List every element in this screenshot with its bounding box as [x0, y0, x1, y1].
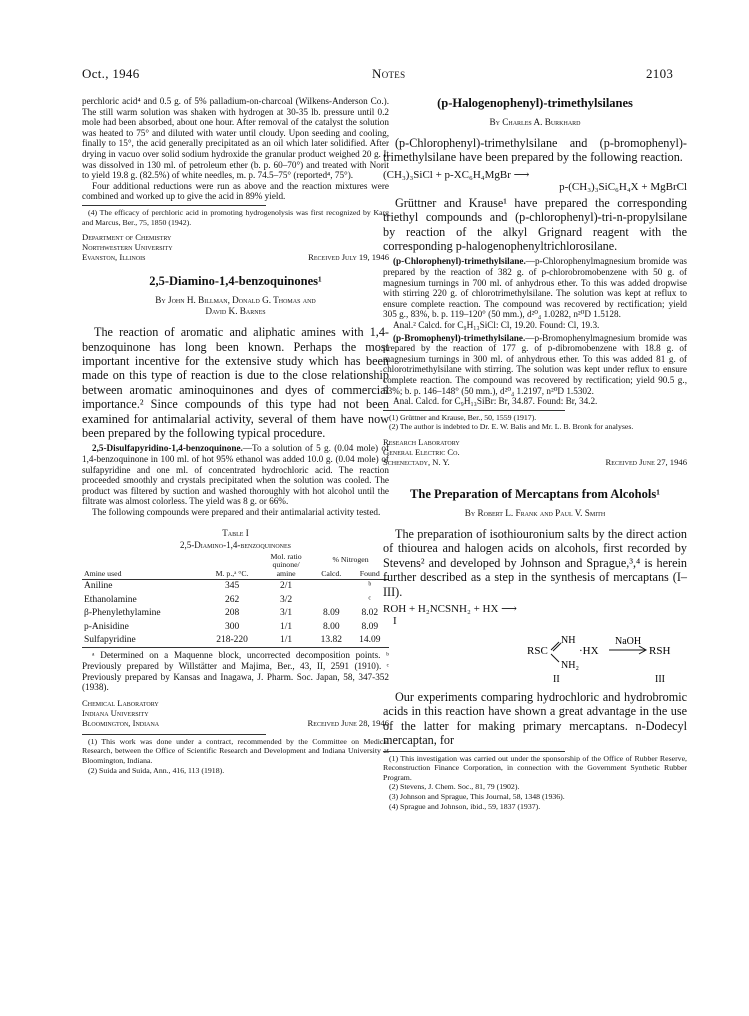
footnotes: (1) This work was done under a contract, recommended by the Committee on Medical Research, between the Office of Scientific Research and Development and Indiana University at Bloomington, Indiana. (2) Suida and Suida, Ann., 416, 113 (1918). — [82, 736, 389, 775]
article-title-silanes: (p-Halogenophenyl)-trimethylsilanes — [437, 96, 633, 110]
isothiouronium-scheme — [383, 630, 687, 686]
footnote-4: (4) The efficacy of perchloric acid in promoting hydrogenolysis was first recognized by Karg and Marcus, Ber., 75, 1850 (1942). — [82, 207, 389, 227]
procedure-paragraph: 2,5-Disulfapyridino-1,4-benzoquinone.—To a solution of 5 g. (0.04 mole) of 1,4-benzoquinone in 100 ml. of hot 95% ethanol was added 10.0 g. (0.04 mole) of sulfapyridine and one ml. of concentrated hydrochloric acid. The reaction proceeded smoothly and crystals precipitated when the solution was cooled. The product was filtered by suction and washed thoroughly with hot alcohol until the filtrate was almost colorless. The yield was 8 g. or 66%. — [82, 443, 389, 507]
table-row: β-Phenylethylamine 208 3/1 8.09 8.02 — [84, 608, 379, 619]
table-row: Sulfapyridine 218-220 1/1 13.82 14.09 — [82, 634, 389, 648]
received-date: Received July 19, 1946 — [308, 252, 389, 263]
page-number: 2103 — [646, 66, 674, 81]
procedure-paragraph-2: The following compounds were prepared and their antimalarial activity tested. — [92, 506, 381, 517]
article-title-benzoquinones: 2,5-Diamino-1,4-benzoquinones¹ — [149, 274, 322, 289]
footnotes-mercaptans: (1) This investigation was carried out under the sponsorship of the Office of Rubber Reserve, Reconstruction Finance Corporation, in connection with the Government Synthetic Rubber Program. (2) Stevens, J. Chem. Soc., 81, 79 (1902). (3) Johnson and Sprague, This Journal, 58, 1348 (1936). (4) Sprague and Johnson, ibid., 59, 1837 (1937). — [383, 753, 687, 811]
article-authors: By Robert L. Frank and Paul V. Smith — [464, 507, 606, 518]
svg-text:RSC: RSC — [527, 644, 548, 657]
intro-paragraph: (p-Chlorophenyl)-trimethylsilane and (p-bromophenyl)-trimethylsilane have been prepared by the following reaction. — [383, 136, 687, 165]
table-caption: 2,5-Diamino-1,4-benzoquinones — [180, 539, 291, 550]
affiliation-northwestern: Department of Chemistry Northwestern University Evanston, Illinois Received July 19, 1946 — [82, 232, 389, 263]
footnote-rule — [82, 205, 266, 206]
received-date: Received June 27, 1946 — [605, 456, 687, 467]
affiliation-indiana: Chemical Laboratory Indiana University Bloomington, Indiana Received June 28, 1946 — [82, 697, 389, 728]
svg-text:II: II — [553, 673, 560, 685]
svg-text:NH: NH — [561, 634, 576, 646]
svg-text:NaOH: NaOH — [615, 635, 642, 647]
paragraph-experiments: Our experiments comparing hydrochloric and hydrobromic acids in this reaction have shown a great advantage in the use of the latter for making primary mercaptans. n-Dodecyl mercaptan, for — [383, 689, 687, 748]
table-row: Aniline 345 2/1 ᵇ — [84, 581, 372, 592]
analysis-bromo: Anal. Calcd. for C₉H₁₃SiBr: Br, 34.87. Found: Br, 34.2. — [393, 396, 598, 407]
analysis-chloro: Anal.² Calcd. for C₉H₁₃SiCl: Cl, 19.20. Found: Cl, 19.3. — [393, 320, 600, 330]
intro-paragraph: The preparation of isothiouronium salts by the direct action of thiourea and halogen acids on alcohols, first recorded by Stevens² and developed by Johnson and Sprague,³,⁴ is herein further described as a step in the synthesis of mercaptans (I–III). — [383, 526, 687, 599]
running-title: Notes — [372, 66, 406, 81]
continuation-paragraph-2: Four additional reductions were run as above and the reaction mixtures were combined and worked up to give the acid in 89% yield. — [82, 180, 389, 202]
reaction-equation: (CH₃)₃SiCl + p-XC₆H₄MgBr ⟶ p-(CH₃)₃SiC₆H₄X + MgBrCl — [383, 168, 687, 193]
footnote-rule — [82, 734, 266, 735]
affiliation-ge: Research Laboratory General Electric Co. Schenectady, N. Y. Received June 27, 1946 — [383, 436, 687, 467]
table-label: Table I — [222, 527, 249, 538]
right-column — [383, 96, 687, 811]
svg-text:NH₂: NH₂ — [561, 659, 579, 671]
table-row: Ethanolamine 262 3/2 ᶜ — [84, 594, 371, 605]
svg-text:·HX: ·HX — [579, 644, 599, 657]
running-date: Oct., 1946 — [82, 66, 140, 81]
received-date: Received June 28, 1946 — [307, 717, 389, 728]
paragraph-gruttner: Grüttner and Krause¹ have prepared the corresponding triethyl compounds and (p-chlorophenyl)-tri-n-propylsilane by reaction of the alkyl Grignard reagent with the corresponding p-halogenophenyltrichlorosilane. — [383, 195, 687, 254]
experimental-chloro: (p-Chlorophenyl)-trimethylsilane.—p-Chlorophenylmagnesium bromide was prepared by the reaction of 382 g. of p-chlorobromobenzene with 50 g. of magnesium turnings in 700 ml. of anhydrous ether. To this was added dropwise with stirring 220 g. of chlorotrimethylsilane. The solution was kept at reflux to ensure complete reaction. The compound was recovered by rectification; yield 305 g., 83%, b. p. 119–120° (50 mm.), d²⁰₄ 1.0282, n²⁰D 1.5128. — [383, 256, 687, 320]
experimental-bromo: (p-Bromophenyl)-trimethylsilane.—p-Bromophenylmagnesium bromide was prepared by the reaction of 177 g. of p-dibromobenzene with 18.8 g. of magnesium turnings in 300 ml. of anhydrous ether. To this was added 81 g. of chlorotrimethylsilane with stirring. The solution was kept under reflux to ensure complete reaction. The compound was recovered by rectification; yield 90.5 g., 53%; b. p. 146–148° (50 mm.), d²⁰₄ 1.2197, n²⁰D 1.5302. — [383, 332, 687, 396]
intro-paragraph: The reaction of aromatic and aliphatic amines with 1,4-benzoquinone has long been known. Perhaps the most important incentive for the extensive study which has been made on this type of reaction is due to the close relationship between aromatic aminoquinones and dyes of commercial importance.² Since compounds of this type had not been examined for antimalarial activity, several of them have now been prepared by the following typical procedure. — [82, 325, 389, 440]
reaction-equation-2: ROH + H₂NCSNH₂ + HX ⟶ I — [383, 602, 517, 627]
table-row: p-Anisidine 300 1/1 8.00 8.09 — [84, 621, 379, 632]
article-author: By Charles A. Burkhard — [489, 117, 581, 127]
left-column — [82, 96, 389, 775]
article-authors: By John H. Billman, Donald G. Thomas and David K. Barnes — [155, 295, 316, 317]
footnote-rule — [383, 751, 565, 752]
svg-text:III: III — [655, 673, 665, 685]
table-notes: ᵃ Determined on a Maquenne block, uncorrected decomposition points. ᵇ Previously prepared by Willstätter and Majima, Ber., 43, II, 2591 (1910). ᶜ Previously prepared by Kansas and Inagawa, J. Pharm. Soc. Japan, 58, 347-352 (1938). — [82, 650, 389, 693]
footnotes-silanes: (1) Grüttner and Krause, Ber., 50, 1559 (1917). (2) The author is indebted to Dr. E. W. Balis and Mr. L. B. Bronk for analyses. — [389, 412, 634, 432]
article-title-mercaptans: The Preparation of Mercaptans from Alcohols¹ — [410, 486, 660, 501]
continuation-paragraph: perchloric acid⁴ and 0.5 g. of 5% palladium-on-charcoal (Wilkens-Anderson Co.). The still warm solution was shaken with hydrogen at 30-35 lb. pressure until 0.2 mole had been absorbed, about one hour. After removal of the catalyst the solution was heated to 75° and diluted with water until cloudy. Upon seeding and cooling, finally to 15°, the acid generally precipitated as an oil which later solidified. After drying in vacuo over solid sodium hydroxide the granular product weighed 20 g. It was dissolved in 130 ml. of petroleum ether (b. p. 60–70°) and treated with Norit to yield 19.8 g. (82.5%) of white needles, m. p. 74.5–75° (reported⁴, 75°). — [82, 96, 389, 181]
footnote-rule — [383, 410, 565, 411]
svg-text:RSH: RSH — [649, 644, 671, 657]
benzoquinone-table: Amine used M. p.,ᵃ °C. Mol. ratio quinone/ amine % Nitrogen Calcd. Found Aniline 345 2/1 ᵇ Ethanolamine 262 3/2 ᶜ β-Phenylethylamine 208 3/1 8.09 8.02 p-Anisidine 300 1/1 8.00 8.09 Sulfapyridine 218-220 1/1 13.82 14.09 — [82, 552, 389, 649]
